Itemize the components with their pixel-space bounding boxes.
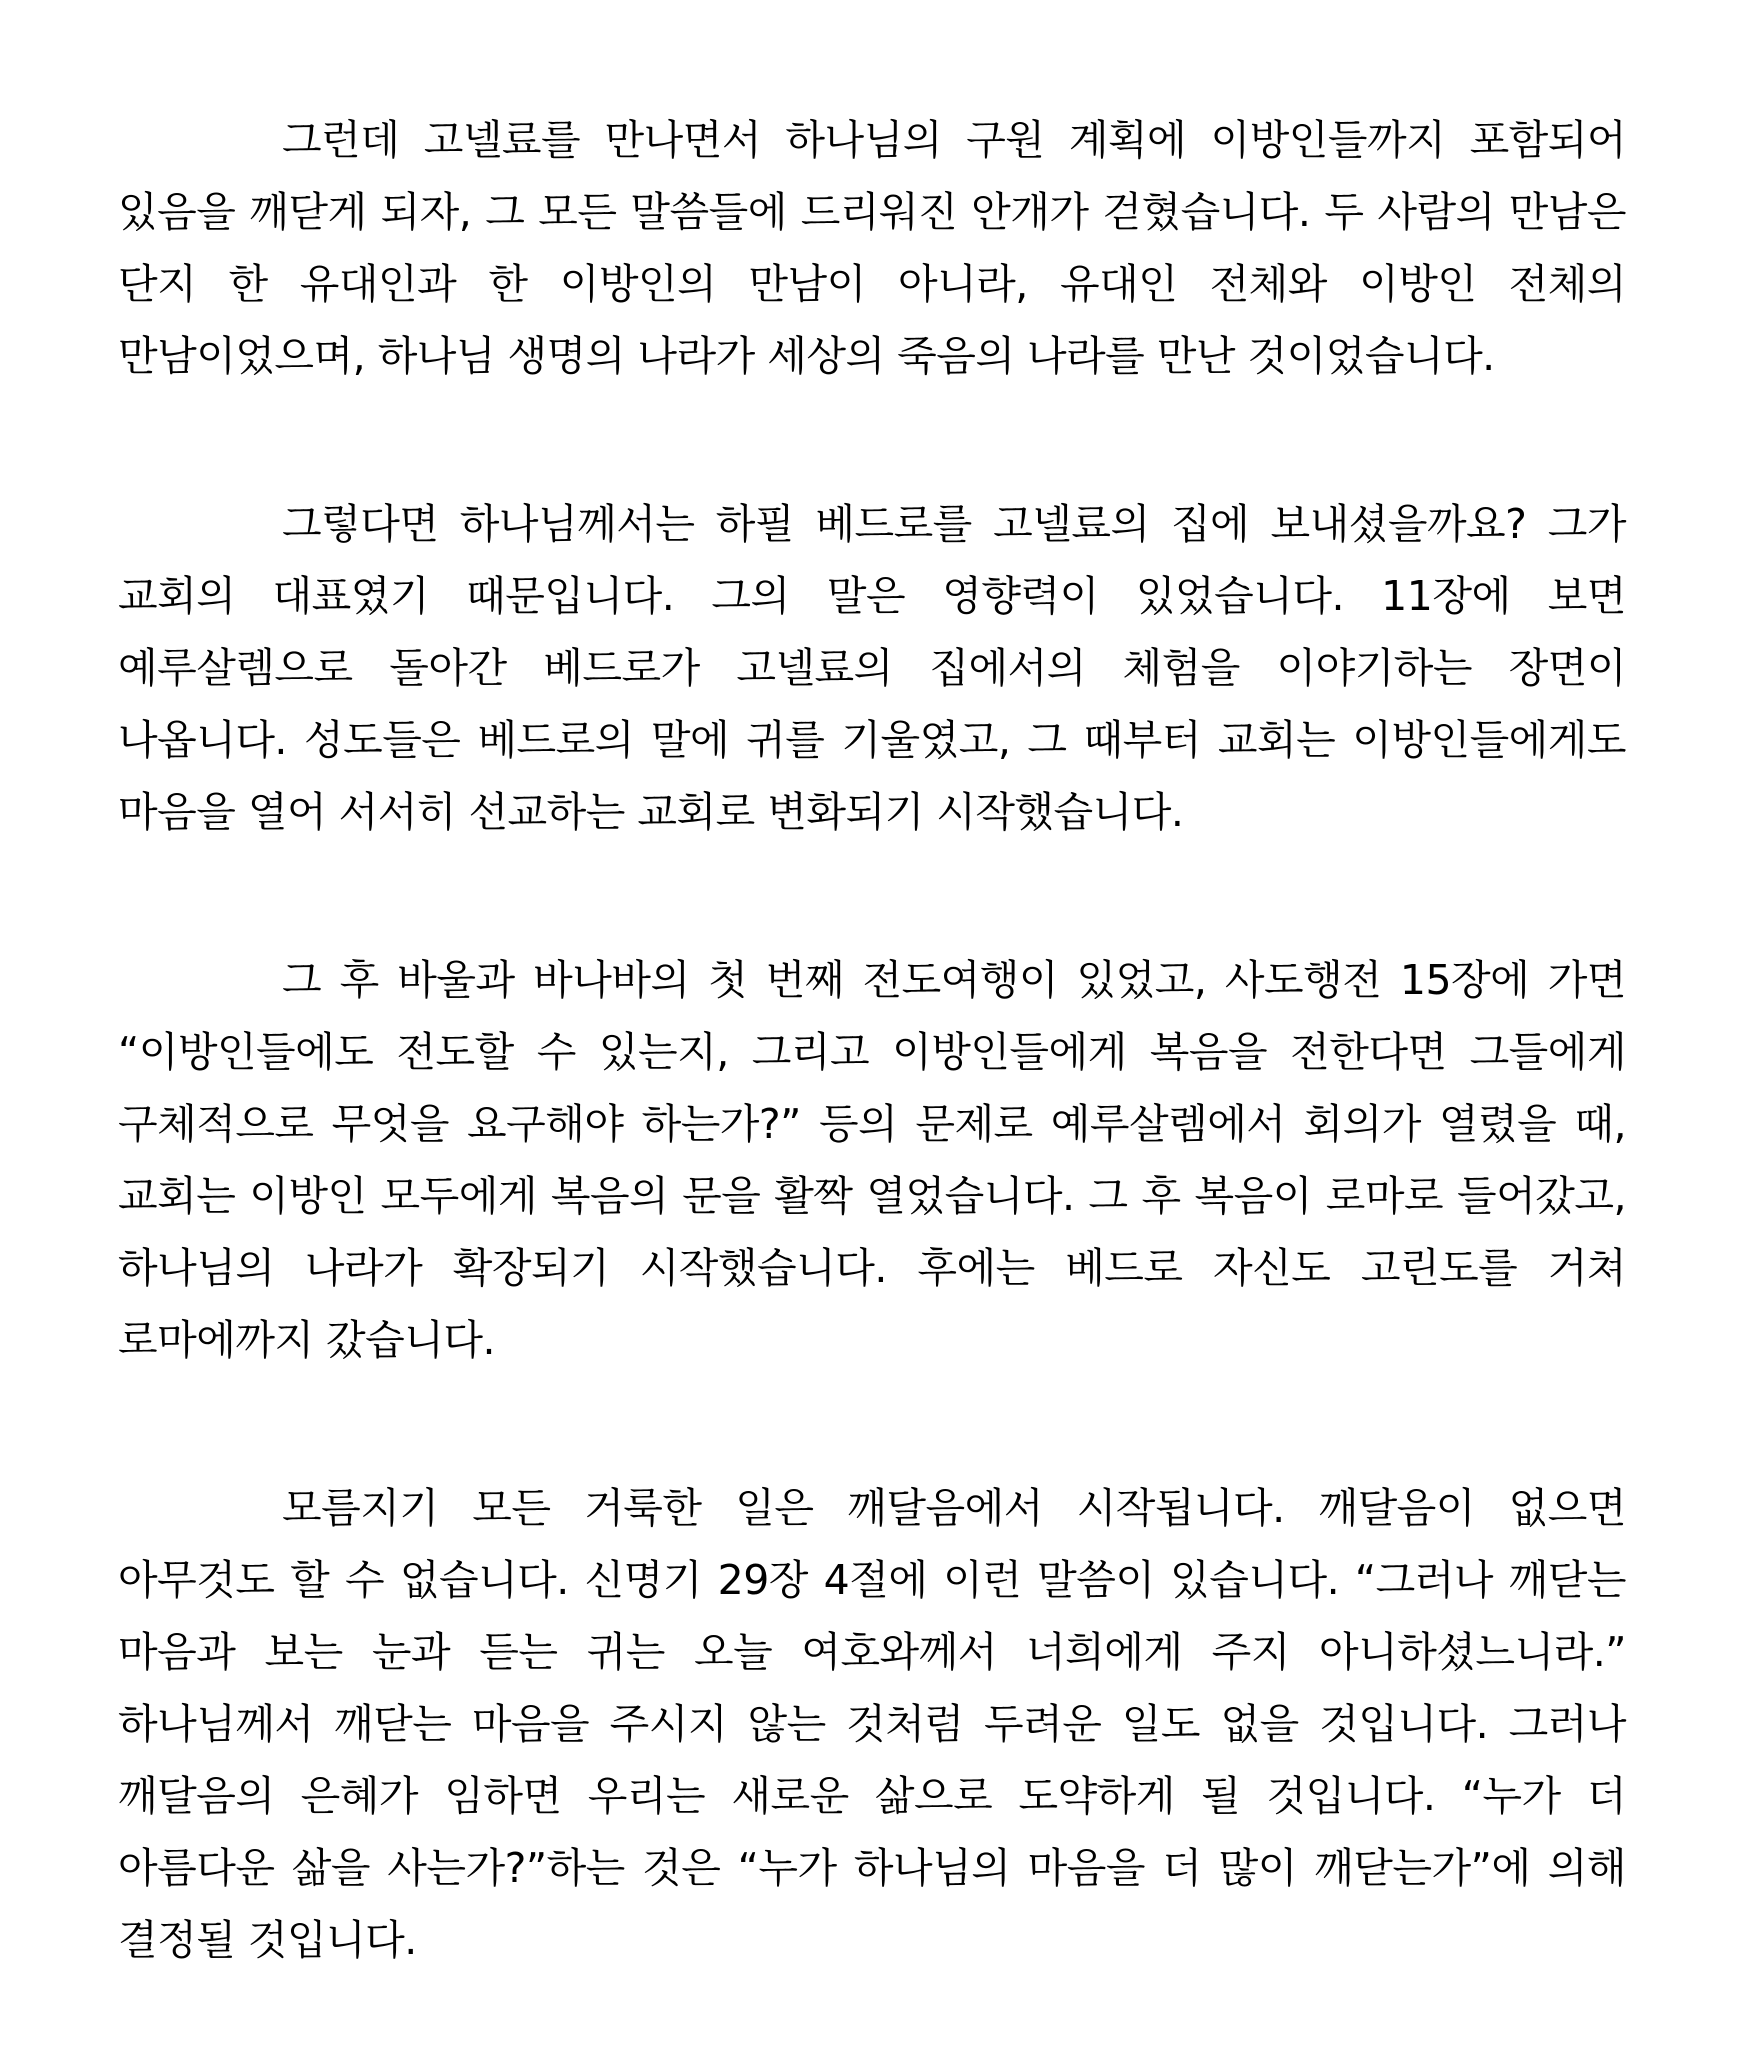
paragraph-2: 그렇다면 하나님께서는 하필 베드로를 고넬료의 집에 보내셨을까요? 그가 교회의 대표였기 때문입니다. 그의 말은 영향력이 있었습니다. 11장에 보면 예루살렘으로 돌아간 베드로가 고넬료의 집에서의 체험을 이야기하는 장면이 나옵니다. 성도들은 베드로의 말에 귀를 기울였고, 그 때부터 교회는 이방인들에게도 마음을 열어 서서히 선교하는 교회로 변화되기 시작했습니다. [118,500,1626,836]
paragraph-1: 그런데 고넬료를 만나면서 하나님의 구원 계획에 이방인들까지 포함되어 있음을 깨닫게 되자, 그 모든 말씀들에 드리워진 안개가 걷혔습니다. 두 사람의 만남은 단지 한 유대인과 한 이방인의 만남이 아니라, 유대인 전체와 이방인 전체의 만남이었으며, 하나님 생명의 나라가 세상의 죽음의 나라를 만난 것이었습니다. [118,116,1626,380]
document-page [118,104,1626,1976]
paragraph-4: 모름지기 모든 거룩한 일은 깨달음에서 시작됩니다. 깨달음이 없으면 아무것도 할 수 없습니다. 신명기 29장 4절에 이런 말씀이 있습니다. “그러나 깨닫는 마음과 보는 눈과 듣는 귀는 오늘 여호와께서 너희에게 주지 아니하셨느니라.” 하나님께서 깨닫는 마음을 주시지 않는 것처럼 두려운 일도 없을 것입니다. 그러나 깨달음의 은혜가 임하면 우리는 새로운 삶으로 도약하게 될 것입니다. “누가 더 아름다운 삶을 사는가?”하는 것은 “누가 하나님의 마음을 더 많이 깨닫는가”에 의해 결정될 것입니다. [118,1484,1626,1964]
paragraph-3: 그 후 바울과 바나바의 첫 번째 전도여행이 있었고, 사도행전 15장에 가면 “이방인들에도 전도할 수 있는지, 그리고 이방인들에게 복음을 전한다면 그들에게 구체적으로 무엇을 요구해야 하는가?” 등의 문제로 예루살렘에서 회의가 열렸을 때, 교회는 이방인 모두에게 복음의 문을 활짝 열었습니다. 그 후 복음이 로마로 들어갔고, 하나님의 나라가 확장되기 시작했습니다. 후에는 베드로 자신도 고린도를 거쳐 로마에까지 갔습니다. [118,956,1626,1364]
